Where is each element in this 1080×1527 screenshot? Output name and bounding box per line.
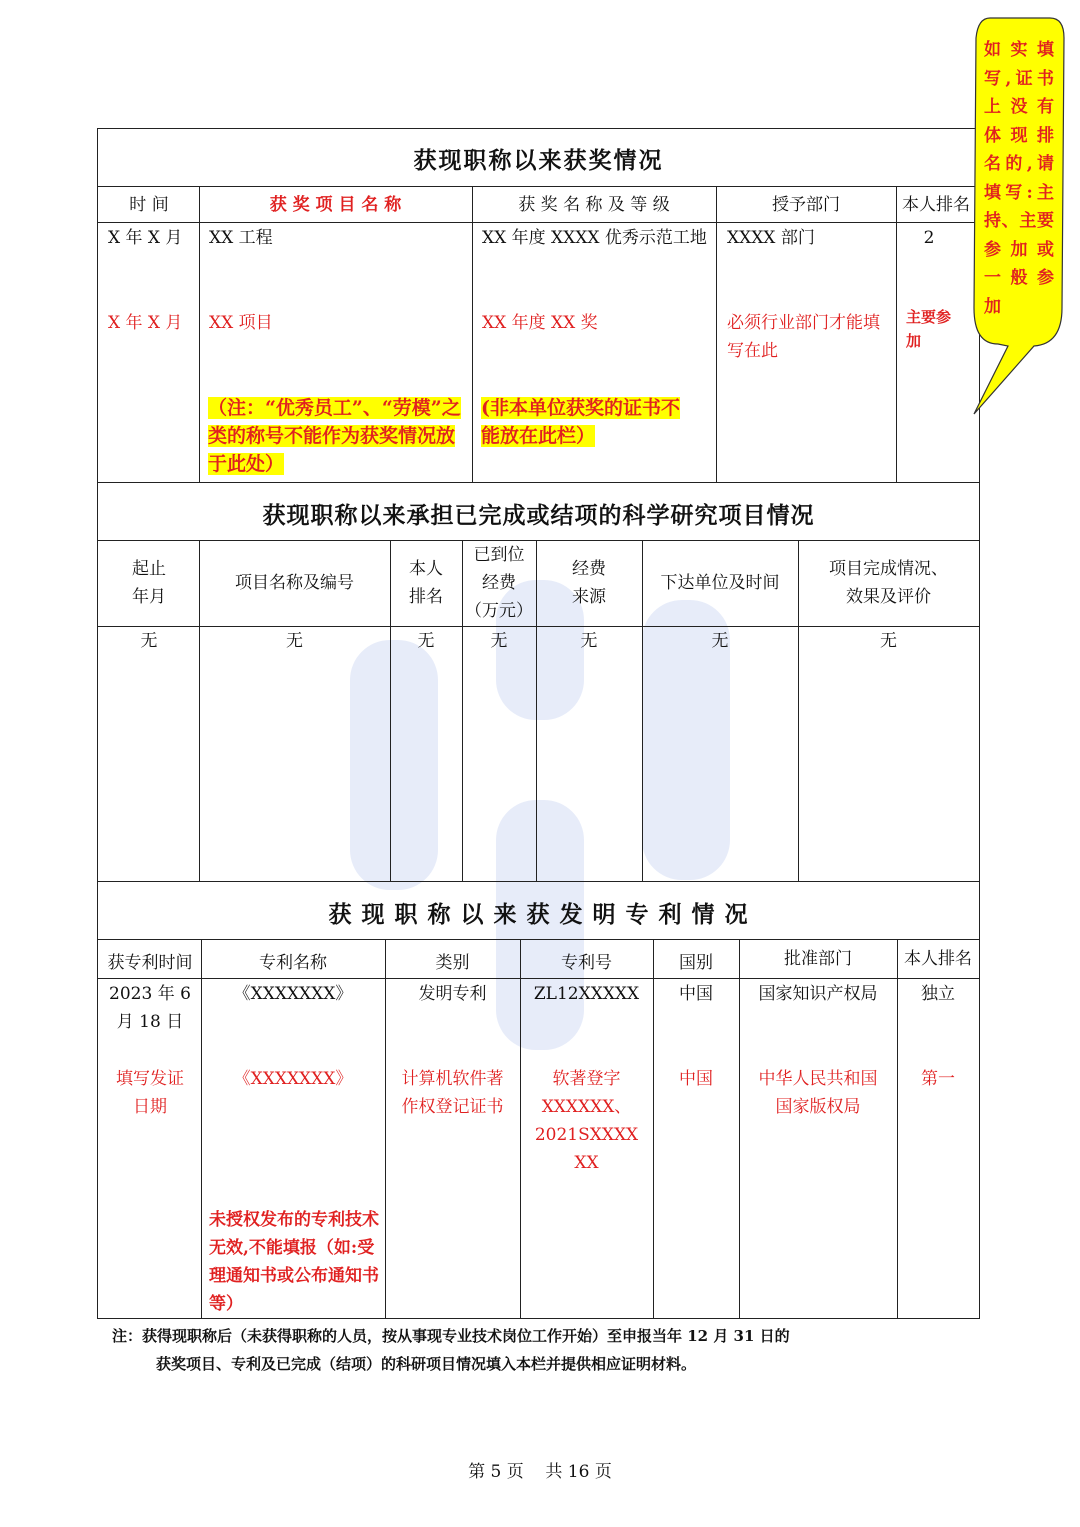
page-number: 第 5 页 共 16 页 bbox=[468, 1462, 612, 1482]
research-cell-issuer: 无 bbox=[711, 631, 729, 651]
research-cell-funds: 无 bbox=[490, 631, 508, 651]
footnote-line-1: 注：获得现职称后（未获得职称的人员，按从事现专业技术岗位工作开始）至申报当年 12 月 31 日的 bbox=[112, 1327, 790, 1345]
patents-row1-dept: 国家知识产权局 bbox=[758, 984, 878, 1004]
awards-header-project: 获 奖 项 目 名 称 bbox=[269, 195, 402, 215]
research-header-project: 项目名称及编号 bbox=[235, 573, 354, 593]
patents-row2-number: 软著登字 XXXXXX、 2021SXXXX XX bbox=[534, 1069, 639, 1173]
awards-row2-time: X 年 X 月 bbox=[108, 313, 183, 333]
research-cell-rank: 无 bbox=[417, 631, 435, 651]
callout-text: 如 实 填写,证书上 没 有体 现 排名的,请填写:主持、主要参 加 或一 般 参加 bbox=[984, 40, 1054, 317]
patents-row2-type: 计算机软件著 作权登记证书 bbox=[401, 1069, 504, 1117]
patents-row2-date: 填写发证 日期 bbox=[116, 1069, 184, 1117]
patents-header-name: 专利名称 bbox=[259, 953, 327, 973]
footnote bbox=[112, 1322, 1012, 1378]
awards-header-dept: 授予部门 bbox=[772, 195, 840, 215]
awards-row2-project: XX 项目 bbox=[209, 313, 273, 333]
patents-header-type: 类别 bbox=[435, 953, 470, 973]
patents-row2-country: 中国 bbox=[679, 1069, 713, 1089]
watermark-shape bbox=[350, 640, 438, 890]
patents-header-dept: 批准部门 bbox=[784, 949, 852, 969]
patents-row1-country: 中国 bbox=[679, 984, 713, 1004]
research-header-source: 经费 来源 bbox=[572, 559, 606, 607]
footnote-line-2: 获奖项目、专利及已完成（结项）的科研项目情况填入本栏并提供相应证明材料。 bbox=[156, 1355, 697, 1373]
research-section-title: 获现职称以来承担已完成或结项的科学研究项目情况 bbox=[262, 502, 815, 529]
awards-row2-rank: 主要参加 bbox=[906, 308, 952, 350]
research-cell-project: 无 bbox=[286, 631, 303, 651]
patents-row1-rank: 独立 bbox=[921, 984, 955, 1004]
awards-row2-award: XX 年度 XX 奖 bbox=[482, 313, 598, 333]
awards-row1-project: XX 工程 bbox=[209, 228, 273, 248]
patents-row1-type: 发明专利 bbox=[418, 984, 487, 1004]
awards-header-award: 获 奖 名 称 及 等 级 bbox=[518, 195, 670, 215]
patents-row2-name: 《XXXXXXX》 bbox=[233, 1069, 353, 1089]
awards-name-note-text: （注：“优秀员工”、“劳模”之类的称号不能作为获奖情况放于此处） bbox=[208, 397, 461, 475]
patents-section-title: 获 现 职 称 以 来 获 发 明 专 利 情 况 bbox=[328, 901, 749, 928]
patents-row2-dept: 中华人民共和国 国家版权局 bbox=[758, 1069, 878, 1117]
research-header-period: 起止 年月 bbox=[132, 559, 166, 607]
research-cell-source: 无 bbox=[580, 631, 598, 651]
patents-row1-name: 《XXXXXXX》 bbox=[233, 984, 353, 1004]
awards-award-note-text: (非本单位获奖的证书不能放在此栏） bbox=[481, 397, 680, 447]
research-header-result: 项目完成情况、 效果及评价 bbox=[829, 559, 948, 607]
patents-header-number: 专利号 bbox=[561, 953, 612, 973]
awards-header-time: 时 间 bbox=[129, 195, 169, 215]
awards-name-note bbox=[208, 394, 466, 478]
awards-header-rank: 本人排名 bbox=[902, 195, 970, 215]
awards-row1-dept: XXXX 部门 bbox=[727, 228, 815, 248]
research-header-rank: 本人 排名 bbox=[409, 559, 443, 607]
patents-note: 未授权发布的专利技术无效,不能填报（如:受理通知书或公布通知书等） bbox=[209, 1210, 379, 1314]
patents-header-date: 获专利时间 bbox=[107, 953, 193, 973]
research-cell-result: 无 bbox=[880, 631, 897, 651]
awards-row1-time: X 年 X 月 bbox=[108, 228, 183, 248]
patents-header-rank: 本人排名 bbox=[904, 949, 972, 969]
patents-row1-number: ZL12XXXXX bbox=[533, 984, 640, 1004]
research-header-funds: 已到位 经费 （万元） bbox=[465, 545, 533, 621]
awards-section-title: 获现职称以来获奖情况 bbox=[413, 147, 664, 174]
patents-header-country: 国别 bbox=[679, 953, 713, 973]
research-cell-period: 无 bbox=[140, 631, 158, 651]
patents-row2-rank: 第一 bbox=[921, 1069, 955, 1089]
awards-award-note bbox=[481, 394, 691, 450]
awards-row2-dept: 必须行业部门才能填写在此 bbox=[727, 313, 880, 361]
patents-row1-date: 2023 年 6 月 18 日 bbox=[109, 984, 191, 1032]
research-header-issuer: 下达单位及时间 bbox=[660, 573, 780, 593]
awards-row1-rank: 2 bbox=[923, 228, 935, 248]
awards-row1-award: XX 年度 XXXX 优秀示范工地 bbox=[482, 228, 707, 248]
